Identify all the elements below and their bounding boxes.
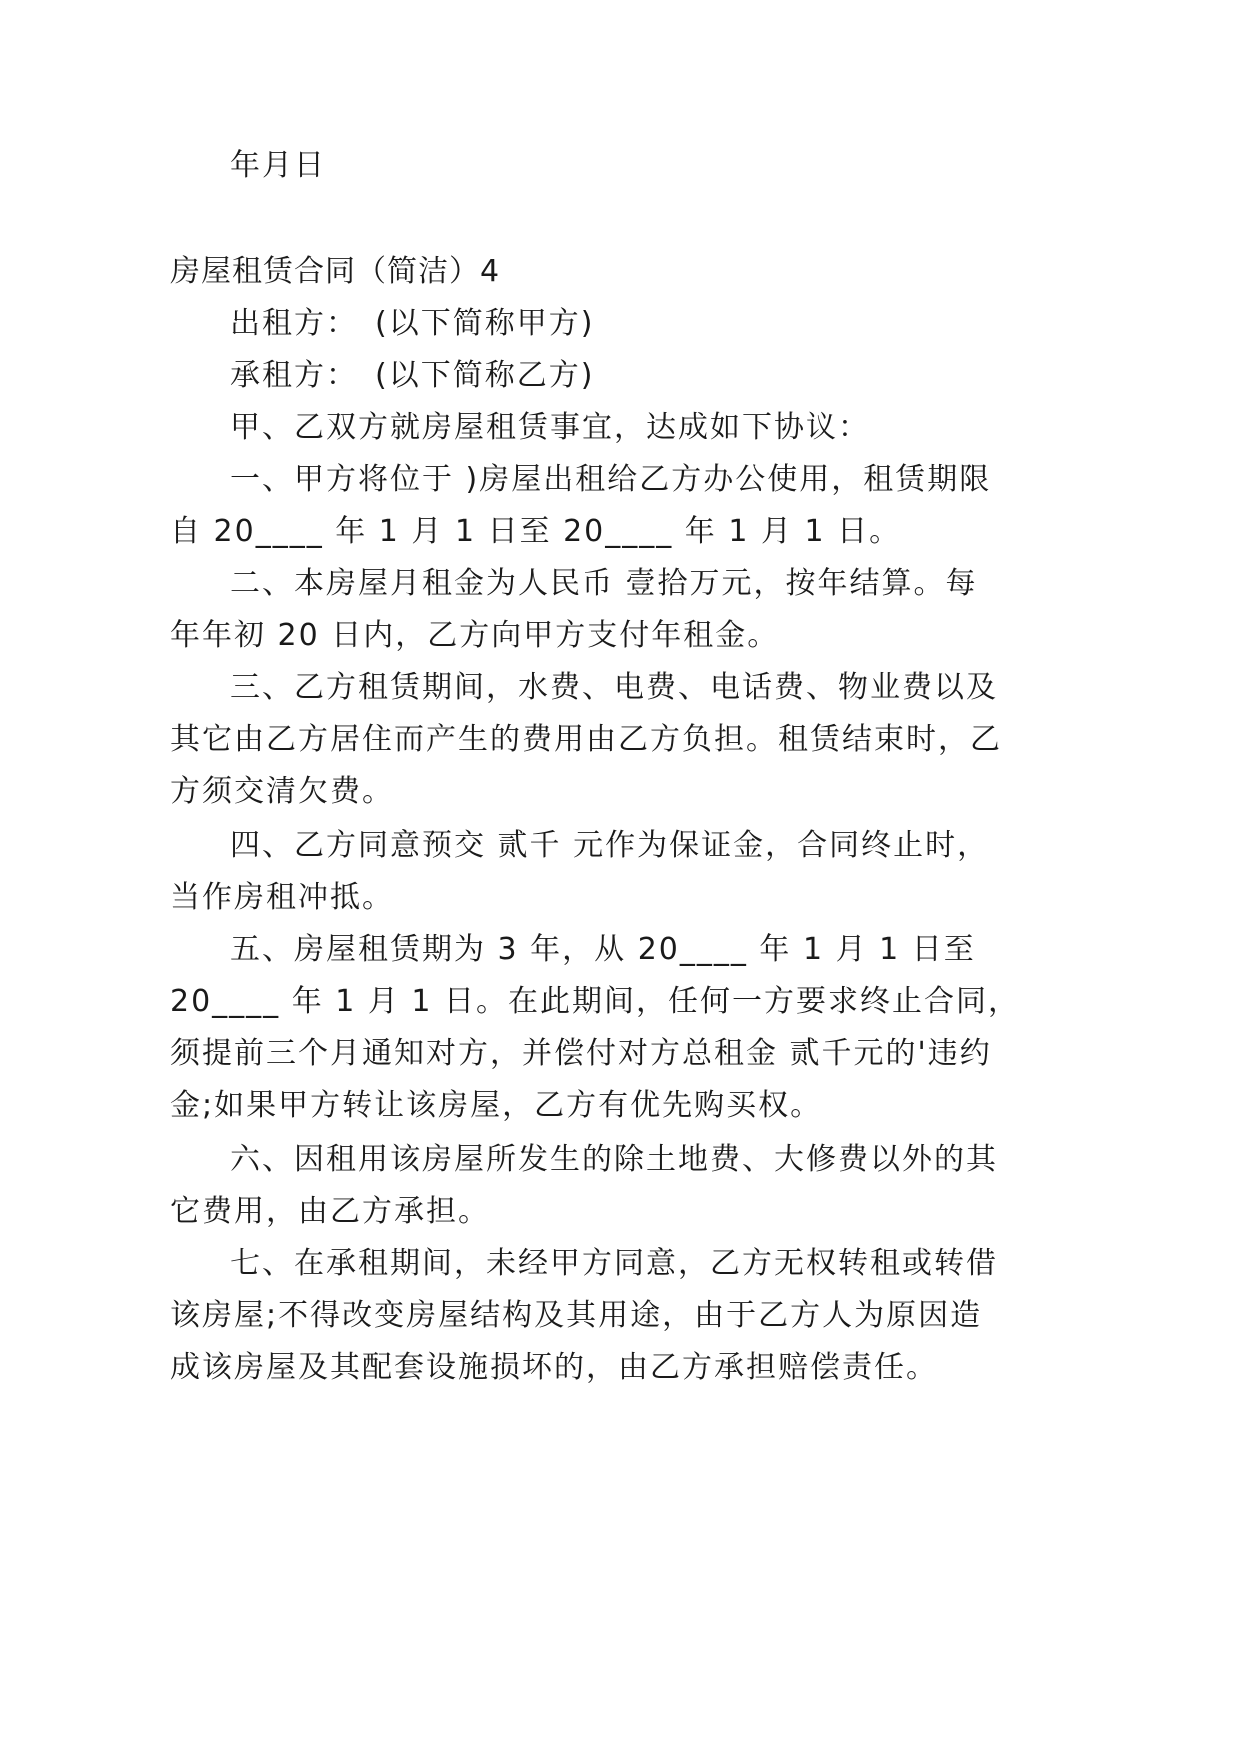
clause-7-line-3: 成该房屋及其配套设施损坏的，由乙方承担赔偿责任。 (170, 1350, 938, 1385)
clause-1-line-1: 一、甲方将位于 )房屋出租给乙方办公使用，租赁期限 (230, 462, 992, 497)
clause-5-line-2: 20____ 年 1 月 1 日。在此期间，任何一方要求终止合同， (170, 984, 1021, 1019)
clause-2-line-1: 二、本房屋月租金为人民币 壹拾万元，按年结算。每 (230, 566, 978, 601)
date-line: 年月日 (230, 148, 326, 183)
clause-5-line-3: 须提前三个月通知对方，并偿付对方总租金 贰千元的'违约 (170, 1036, 992, 1071)
clause-7-line-1: 七、在承租期间，未经甲方同意，乙方无权转租或转借 (230, 1246, 998, 1281)
clause-3-line-2: 其它由乙方居住而产生的费用由乙方负担。租赁结束时，乙 (170, 722, 1002, 757)
clause-3-line-3: 方须交清欠费。 (170, 774, 394, 809)
clause-4-line-2: 当作房租冲抵。 (170, 880, 394, 915)
document-title: 房屋租赁合同（简洁）4 (170, 254, 501, 289)
intro-line: 甲、乙双方就房屋租赁事宜，达成如下协议： (230, 410, 870, 445)
clause-5-line-1: 五、房屋租赁期为 3 年，从 20____ 年 1 月 1 日至 (230, 932, 976, 967)
clause-2-line-2: 年年初 20 日内，乙方向甲方支付年租金。 (170, 618, 780, 653)
clause-7-line-2: 该房屋;不得改变房屋结构及其用途，由于乙方人为原因造 (170, 1298, 983, 1333)
clause-1-line-2: 自 20____ 年 1 月 1 日至 20____ 年 1 月 1 日。 (170, 514, 902, 549)
clause-3-line-1: 三、乙方租赁期间，水费、电费、电话费、物业费以及 (230, 670, 998, 705)
lessee-line: 承租方： (以下简称乙方) (230, 358, 595, 393)
clause-5-line-4: 金;如果甲方转让该房屋，乙方有优先购买权。 (170, 1088, 823, 1123)
clause-6-line-2: 它费用，由乙方承担。 (170, 1194, 490, 1229)
clause-6-line-1: 六、因租用该房屋所发生的除土地费、大修费以外的其 (230, 1142, 998, 1177)
lessor-line: 出租方： (以下简称甲方) (230, 306, 595, 341)
clause-4-line-1: 四、乙方同意预交 贰千 元作为保证金，合同终止时， (230, 828, 990, 863)
